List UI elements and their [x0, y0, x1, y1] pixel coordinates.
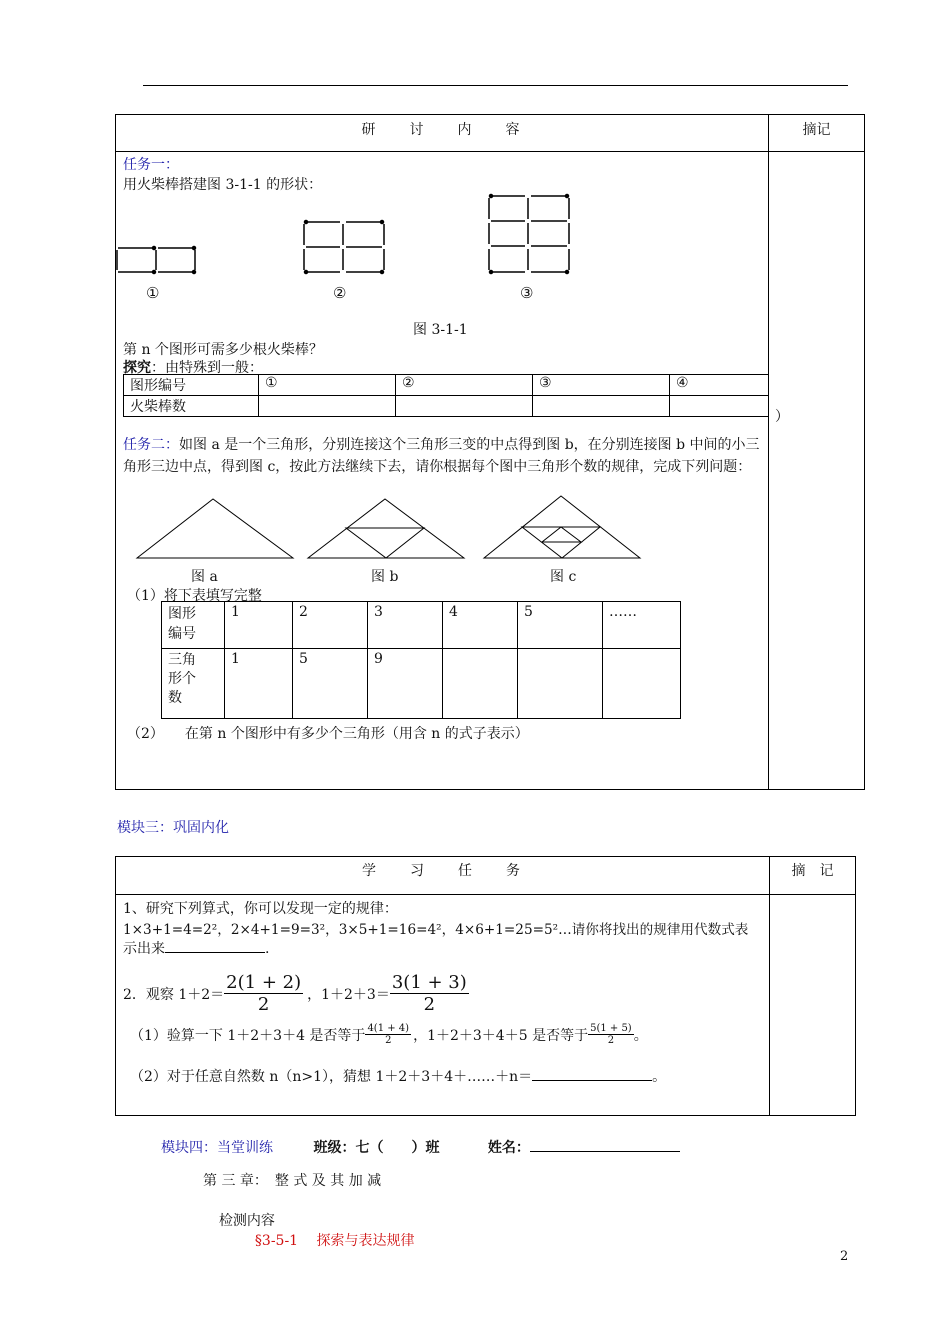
study-p1-line3 [123, 938, 269, 958]
matchstick-table-cell: ② [396, 375, 533, 396]
p1-line3-end: . [265, 941, 270, 957]
triangle-table-cell: 1 [225, 649, 293, 719]
class-label: 班级：七（ ）班 [313, 1140, 440, 1156]
study-p1-line2: 1×3+1=4=2²，2×4+1=9=3²，3×5+1=16=4²，4×6+1=25=5²…请你将找出的规律用代数式表 [123, 922, 749, 938]
side-paren: ） [775, 409, 789, 425]
p2-frac1-den: 2 [257, 994, 270, 1015]
study-col-title: 学 习 任 务 [362, 863, 522, 879]
p1-line3-text: 示出来 [123, 941, 165, 957]
study-col-notes: 摘 记 [791, 863, 834, 879]
rule-answer-blank[interactable] [165, 938, 265, 953]
matchstick-figure-3 [487, 194, 571, 276]
p3-frac2-den: 2 [607, 1035, 615, 1046]
triangle-table-cell: 5 [518, 602, 603, 649]
explore-bold: 探究 [123, 360, 151, 376]
matchstick-table [123, 374, 769, 417]
triangle-table-header-2: 三角 形个 数 [162, 649, 225, 719]
figure-label-1: ① [146, 284, 160, 302]
figure-label-3: ③ [520, 284, 534, 302]
study-box-divider [769, 856, 770, 1116]
triangle-figure-a [135, 497, 295, 559]
matchstick-table-input[interactable] [533, 396, 670, 417]
p2-fraction-1 [224, 972, 303, 1015]
p3-fraction-1 [365, 1023, 411, 1046]
triangle-table-cell: 4 [443, 602, 518, 649]
conjecture-blank[interactable] [532, 1066, 652, 1081]
p2-frac2-num: 3(1 + 3) [391, 972, 467, 993]
triangle-figure-b [306, 497, 466, 559]
triangle-table-cell: 1 [225, 602, 293, 649]
task2-title: 任务二： [123, 437, 179, 453]
p2-mid: ，1＋2＋3＝ [307, 986, 390, 1003]
triangle-table-input[interactable] [518, 649, 603, 719]
module4-row [161, 1137, 680, 1157]
triangle-figure-c [482, 494, 642, 560]
triangle-table-cell: …… [603, 602, 681, 649]
p3-end: 。 [633, 1027, 648, 1044]
task2-q2: （2） 在第 n 个图形中有多少个三角形（用含 n 的式子表示） [127, 726, 529, 742]
study-p1-line1: 1、研究下列算式，你可以发现一定的规律： [123, 901, 398, 917]
task1-question: 第 n 个图形可需多少根火柴棒？ [123, 342, 323, 358]
explore-rest: ：由特殊到一般： [151, 360, 263, 376]
matchstick-table-cell: ① [259, 375, 396, 396]
p2-frac1-num: 2(1 + 2) [226, 972, 302, 993]
header-rule [143, 85, 848, 86]
detect-line [210, 1194, 415, 1250]
triangle-table [161, 601, 681, 719]
matchstick-table-input[interactable] [259, 396, 396, 417]
study-box-header-line [115, 894, 856, 895]
detect-label: 检测内容 [218, 1213, 275, 1229]
study-p2 [123, 972, 469, 1015]
name-label: 姓名： [487, 1140, 530, 1156]
module3-title: 模块三：巩固内化 [117, 820, 229, 836]
matchstick-table-header-2: 火柴棒数 [124, 396, 259, 417]
triangle-table-header-1: 图形 编号 [162, 602, 225, 649]
triangle-table-input[interactable] [603, 649, 681, 719]
task2-text: 如图 a 是一个三角形，分别连接这个三角形三变的中点得到图 b，在分别连接图 b 中间的小三角形三边中点，得到图 c，按此方法继续下去，请你根据每个图中三角形个数的规律，完成下列问题： [123, 437, 760, 475]
figure-label-2: ② [333, 284, 347, 302]
section-label: §3-5-1 探索与表达规律 [254, 1233, 415, 1249]
triangle-label-b: 图 b [371, 569, 399, 585]
research-col-notes: 摘记 [802, 122, 831, 138]
matchstick-table-input[interactable] [396, 396, 533, 417]
triangle-label-a: 图 a [191, 569, 218, 585]
study-p3 [130, 1023, 648, 1046]
research-col-title: 研 讨 内 容 [361, 122, 522, 138]
triangle-table-cell: 5 [293, 649, 368, 719]
p4-end: 。 [652, 1069, 667, 1085]
study-p4 [130, 1066, 666, 1086]
triangle-table-cell: 9 [368, 649, 443, 719]
task2-q1: （1）将下表填写完整 [127, 588, 262, 604]
p3-frac1-den: 2 [385, 1035, 392, 1046]
triangle-table-input[interactable] [443, 649, 518, 719]
task1-title: 任务一： [123, 157, 179, 173]
figure-caption: 图 3-1-1 [413, 322, 468, 338]
triangle-table-cell: 3 [368, 602, 443, 649]
p2-fraction-2 [390, 972, 469, 1015]
p3-prefix: （1）验算一下 1＋2＋3＋4 是否等于 [130, 1027, 366, 1044]
p2-frac2-den: 2 [423, 994, 436, 1015]
task2-text-block [123, 434, 763, 478]
research-box-header-line [115, 151, 865, 152]
matchstick-figure-1 [116, 246, 198, 276]
triangle-label-c: 图 c [550, 569, 577, 585]
chapter-line: 第 三 章： 整 式 及 其 加 减 [203, 1173, 382, 1189]
matchstick-figure-2 [302, 220, 386, 276]
p3-fraction-2 [588, 1023, 634, 1046]
task1-intro: 用火柴棒搭建图 3-1-1 的形状： [123, 177, 323, 193]
page-number: 2 [840, 1249, 849, 1264]
triangle-table-cell: 2 [293, 602, 368, 649]
matchstick-table-header-1: 图形编号 [124, 375, 259, 396]
p3-mid: ，1＋2＋3＋4＋5 是否等于 [413, 1027, 589, 1044]
matchstick-table-cell: ④ [670, 375, 769, 396]
p3-frac1-num: 4(1 + 4) [367, 1023, 410, 1034]
name-blank[interactable] [530, 1137, 680, 1152]
matchstick-table-input[interactable] [670, 396, 769, 417]
module4-title: 模块四：当堂训练 [161, 1140, 273, 1156]
p3-frac2-num: 5(1 + 5) [590, 1023, 632, 1034]
research-box-divider [768, 114, 769, 790]
matchstick-table-cell: ③ [533, 375, 670, 396]
p2-prefix: 2．观察 1＋2＝ [123, 986, 225, 1003]
p4-text: （2）对于任意自然数 n（n>1），猜想 1＋2＋3＋4＋……＋n＝ [130, 1069, 533, 1085]
